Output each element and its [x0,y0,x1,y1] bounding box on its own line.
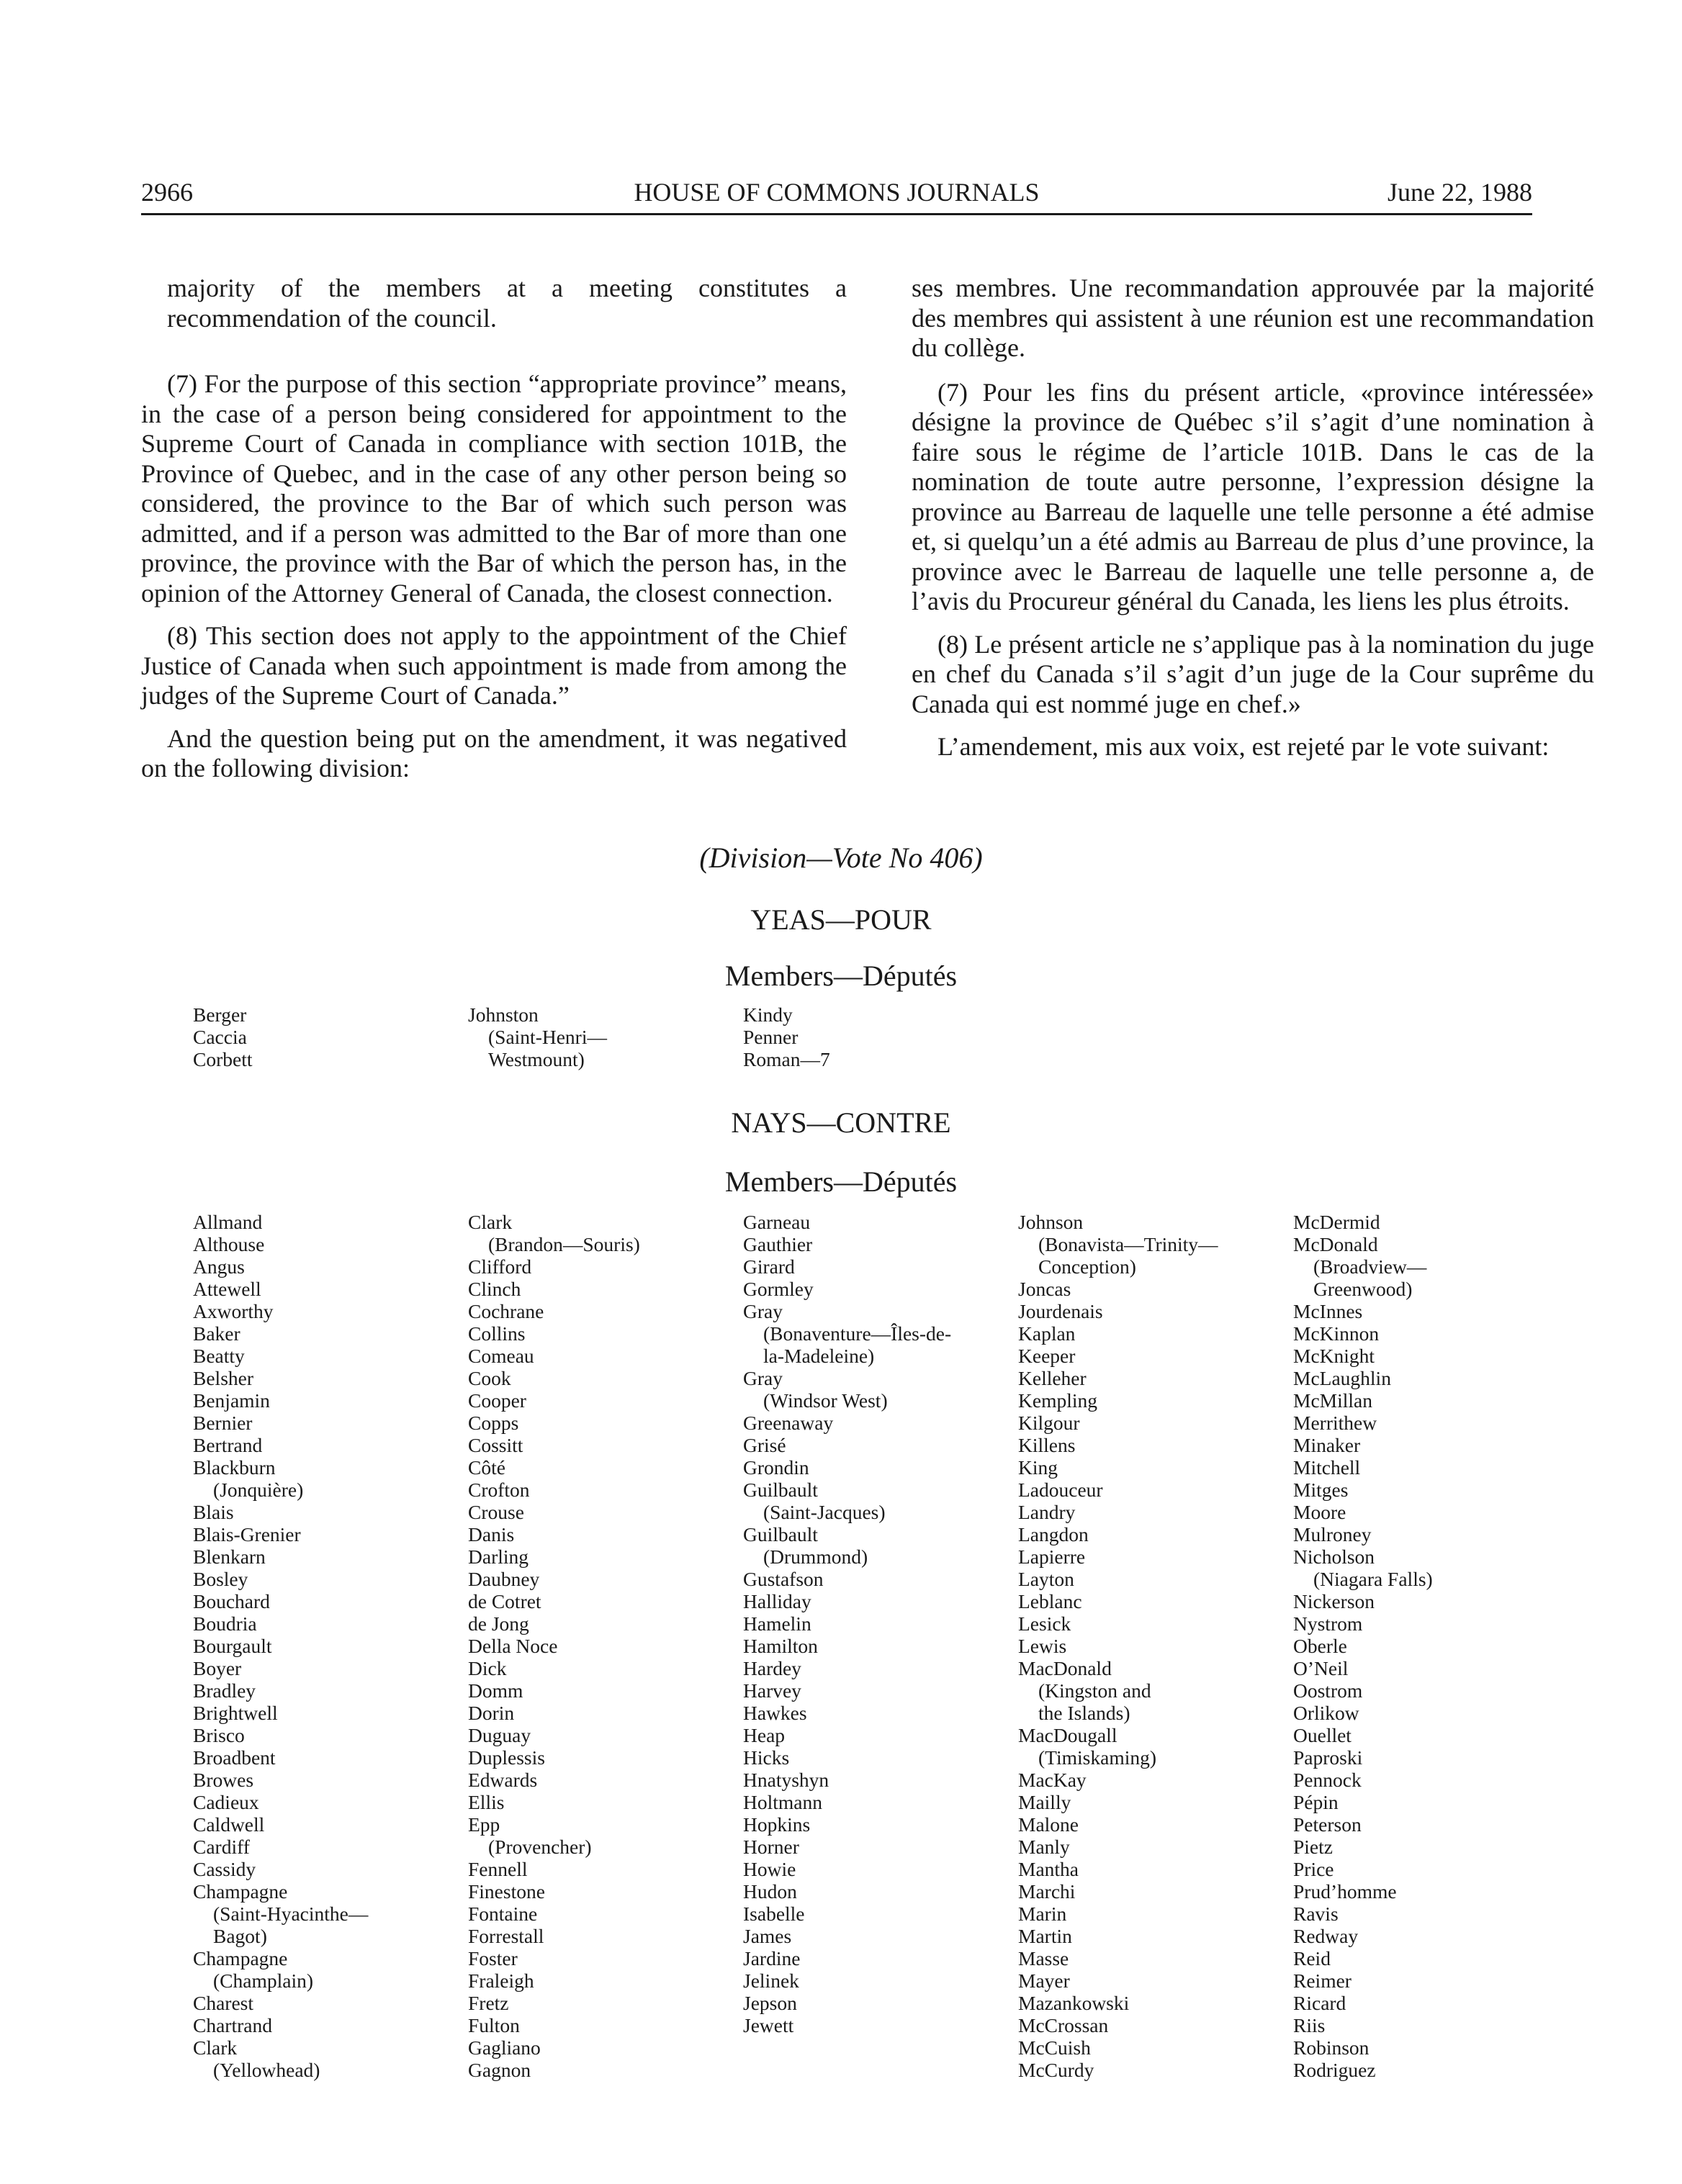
member-name: Epp [468,1813,500,1836]
member-name: Kindy [743,1003,793,1026]
member-name: Lapierre [1018,1546,1086,1568]
member-name: (Champlain) [213,1969,313,1992]
member-name: Danis [468,1523,515,1546]
english-paragraph-1: majority of the members at a meeting constitutes a recommendation of the council. [167,274,847,333]
member-name: Blais [193,1501,234,1523]
member-name: Gustafson [743,1568,824,1590]
member-name: Axworthy [193,1300,274,1322]
member-name: Ravis [1293,1903,1339,1925]
member-name: Bertrand [193,1434,263,1456]
member-name: Gray [743,1300,783,1322]
member-name: Chartrand [193,2014,272,2036]
french-paragraph-1: ses membres. Une recommandation approuvée par la majorité des membres qui assistent à une réunion est une recommandation du collège. [912,274,1594,362]
member-name: Brightwell [193,1702,278,1724]
member-name: Mailly [1018,1791,1071,1813]
french-paragraph-2: (7) Pour les fins du présent article, «province intéressée» désigne la province de Québec s’il s’agit d’une nomination à faire sous le régime de l’article 101B. Dans le cas de la nomination de toute autre personne, l’expression désigne la province au Barreau de laquelle une telle personne a été admise et, si quelqu’un a été admis au Barreau de plus d’une province, la province avec le Barreau de laquelle une telle personne a, de l’avis du Procureur général du Canada, les liens les plus étroits. [912,377,1594,615]
member-name: Reimer [1293,1969,1352,1992]
member-name: Isabelle [743,1903,805,1925]
member-name: Langdon [1018,1523,1089,1546]
member-name: MacDonald [1018,1657,1112,1679]
member-name: MacDougall [1018,1724,1117,1746]
member-name: Hicks [743,1746,790,1769]
member-name: Clinch [468,1278,521,1300]
member-name: Prud’homme [1293,1880,1397,1903]
member-name: Jepson [743,1992,797,2014]
member-name: Marchi [1018,1880,1076,1903]
member-name: Guilbault [743,1523,818,1546]
member-name: Moore [1293,1501,1346,1523]
member-name: Caldwell [193,1813,265,1836]
member-name: Mitges [1293,1479,1349,1501]
member-name: (Kingston and [1038,1679,1151,1702]
member-name: Price [1293,1858,1334,1880]
member-name: Fulton [468,2014,520,2036]
member-name: Ricard [1293,1992,1346,2014]
member-name: Jourdenais [1018,1300,1103,1322]
member-name: Nicholson [1293,1546,1375,1568]
member-name: Cossitt [468,1434,523,1456]
member-name: Cook [468,1367,511,1389]
member-name: Blackburn [193,1456,276,1479]
nays-column-5 [1293,1211,1433,2081]
member-name: Mitchell [1293,1456,1361,1479]
member-name: Gauthier [743,1233,813,1255]
member-name: Charest [193,1992,254,2014]
member-name: Boudria [193,1612,257,1635]
member-name: Peterson [1293,1813,1362,1836]
member-name: de Cotret [468,1590,541,1612]
french-column [912,274,1594,775]
member-name: Paproski [1293,1746,1363,1769]
member-name: (Saint-Jacques) [763,1501,886,1523]
member-name: Conception) [1038,1255,1136,1278]
member-name: Attewell [193,1278,261,1300]
member-name: Hawkes [743,1702,807,1724]
member-name: Robinson [1293,2036,1370,2059]
member-name: Ouellet [1293,1724,1352,1746]
member-name: Halliday [743,1590,811,1612]
member-name: Blais-Grenier [193,1523,301,1546]
member-name: Heap [743,1724,786,1746]
member-name: Malone [1018,1813,1079,1836]
member-name: Lesick [1018,1612,1071,1635]
member-name: Gagnon [468,2059,531,2081]
member-name: Penner [743,1026,799,1048]
member-name: Howie [743,1858,796,1880]
member-name: Joncas [1018,1278,1071,1300]
member-name: la-Madeleine) [763,1345,875,1367]
member-name: Pennock [1293,1769,1362,1791]
member-name: Cooper [468,1389,526,1412]
member-name: (Jonquière) [213,1479,304,1501]
french-paragraph-3: (8) Le présent article ne s’applique pas à la nomination du juge en chef du Canada s’il s’agit d’un juge de la Cour suprême du Canada qui est nommé juge en chef.» [912,629,1594,718]
member-name: Forrestall [468,1925,544,1947]
member-name: Althouse [193,1233,265,1255]
member-name: McMillan [1293,1389,1372,1412]
member-name: Copps [468,1412,519,1434]
french-paragraph-4: L’amendement, mis aux voix, est rejeté par le vote suivant: [937,732,1550,761]
member-name: Mazankowski [1018,1992,1130,2014]
member-name: James [743,1925,792,1947]
member-name: (Bonavista—Trinity— [1038,1233,1218,1255]
member-name: King [1018,1456,1058,1479]
member-name: Caccia [193,1026,247,1048]
member-name: Harvey [743,1679,801,1702]
member-name: Guilbault [743,1479,818,1501]
member-name: Clark [468,1211,513,1233]
nays-column-4 [1018,1211,1218,2081]
member-name: Kempling [1018,1389,1097,1412]
member-name: (Windsor West) [763,1389,888,1412]
member-name: Dick [468,1657,507,1679]
member-name: McDermid [1293,1211,1380,1233]
member-name: Côté [468,1456,505,1479]
member-name: McKnight [1293,1345,1375,1367]
member-name: Domm [468,1679,523,1702]
member-name: Bradley [193,1679,256,1702]
member-name: McCuish [1018,2036,1091,2059]
member-name: (Broadview— [1313,1255,1427,1278]
member-name: Grondin [743,1456,809,1479]
member-name: Cadieux [193,1791,259,1813]
member-name: Bagot) [213,1925,267,1947]
member-name: Boyer [193,1657,242,1679]
member-name: Fennell [468,1858,528,1880]
member-name: Blenkarn [193,1546,266,1568]
member-name: Beatty [193,1345,245,1367]
member-name: Allmand [193,1211,263,1233]
nays-column-1 [193,1211,368,2081]
nays-column-3 [743,1211,951,2036]
member-name: Jewett [743,2014,794,2036]
member-name: Roman—7 [743,1048,830,1070]
member-name: Pépin [1293,1791,1339,1813]
member-name: (Drummond) [763,1546,868,1568]
member-name: Hardey [743,1657,801,1679]
division-title: (Division—Vote No 406) [699,841,983,874]
member-name: Rodriguez [1293,2059,1376,2081]
member-name: Hnatyshyn [743,1769,829,1791]
member-name: (Niagara Falls) [1313,1568,1433,1590]
member-name: Redway [1293,1925,1359,1947]
member-name: Layton [1018,1568,1074,1590]
yeas-column-2 [468,1003,607,1070]
page-number: 2966 [141,178,193,207]
member-name: Finestone [468,1880,545,1903]
member-name: Mantha [1018,1858,1079,1880]
member-name: Killens [1018,1434,1076,1456]
member-name: Gagliano [468,2036,541,2059]
member-name: Clark [193,2036,238,2059]
member-name: Nystrom [1293,1612,1363,1635]
member-name: Westmount) [488,1048,585,1070]
member-name: de Jong [468,1612,529,1635]
member-name: Bourgault [193,1635,272,1657]
member-name: Bernier [193,1412,253,1434]
member-name: Greenaway [743,1412,834,1434]
member-name: Hamilton [743,1635,818,1657]
member-name: Horner [743,1836,799,1858]
member-name: Holtmann [743,1791,822,1813]
member-name: Corbett [193,1048,253,1070]
member-name: Hopkins [743,1813,811,1836]
page-header [141,173,1532,215]
member-name: McCurdy [1018,2059,1094,2081]
member-name: Comeau [468,1345,534,1367]
member-name: Lewis [1018,1635,1067,1657]
member-name: Jelinek [743,1969,799,1992]
member-name: McKinnon [1293,1322,1380,1345]
member-name: Riis [1293,2014,1326,2036]
member-name: McDonald [1293,1233,1378,1255]
member-name: Fraleigh [468,1969,534,1992]
member-name: Crofton [468,1479,530,1501]
member-name: Broadbent [193,1746,276,1769]
member-name: Crouse [468,1501,524,1523]
english-paragraph-2: (7) For the purpose of this section “appropriate province” means, in the case of a person being considered for appointment to the Supreme Court of Canada in compliance with section 101B, the Province of Quebec, and in the case of any other person being so considered, the province to the Bar of which such person was admitted, and if a person was admitted to the Bar of more than one province, the province with the Bar of which the person has, in the opinion of the Attorney General of Canada, the closest connection. [141,369,847,608]
member-name: (Saint-Henri— [488,1026,607,1048]
member-name: Cassidy [193,1858,256,1880]
member-name: Belsher [193,1367,254,1389]
nays-heading: NAYS—CONTRE [731,1106,951,1139]
member-name: Marin [1018,1903,1067,1925]
member-name: Greenwood) [1313,1278,1413,1300]
member-name: Collins [468,1322,526,1345]
member-name: (Brandon—Souris) [488,1233,640,1255]
nays-column-2 [468,1211,640,2081]
member-name: Johnston [468,1003,539,1026]
journal-date: June 22, 1988 [1388,178,1532,207]
member-name: Ellis [468,1791,505,1813]
member-name: Champagne [193,1880,288,1903]
member-name: Oostrom [1293,1679,1363,1702]
member-name: Baker [193,1322,240,1345]
member-name: Kilgour [1018,1412,1080,1434]
member-name: Duguay [468,1724,531,1746]
member-name: Browes [193,1769,254,1791]
member-name: Masse [1018,1947,1069,1969]
member-name: Fretz [468,1992,509,2014]
member-name: Bosley [193,1568,248,1590]
member-name: Jardine [743,1947,801,1969]
member-name: Hudon [743,1880,797,1903]
member-name: Martin [1018,1925,1072,1947]
member-name: Johnson [1018,1211,1084,1233]
english-paragraph-4: And the question being put on the amendment, it was negatived on the following division: [141,723,847,782]
member-name: Kaplan [1018,1322,1076,1345]
english-column [141,274,847,797]
member-name: (Provencher) [488,1836,592,1858]
member-name: Girard [743,1255,795,1278]
member-name: Mayer [1018,1969,1070,1992]
member-name: O’Neil [1293,1657,1349,1679]
member-name: McCrossan [1018,2014,1109,2036]
member-name: Fontaine [468,1903,538,1925]
member-name: (Yellowhead) [213,2059,320,2081]
member-name: Merrithew [1293,1412,1377,1434]
member-name: Kelleher [1018,1367,1087,1389]
member-name: Cochrane [468,1300,544,1322]
member-name: Angus [193,1255,245,1278]
member-name: Foster [468,1947,518,1969]
english-paragraph-3: (8) This section does not apply to the appointment of the Chief Justice of Canada when such appointment is made from among the judges of the Supreme Court of Canada.” [141,621,847,710]
yeas-heading: YEAS—POUR [750,903,932,936]
member-name: Champagne [193,1947,288,1969]
member-name: Cardiff [193,1836,250,1858]
member-name: (Timiskaming) [1038,1746,1157,1769]
member-name: Berger [193,1003,247,1026]
yeas-column-3 [743,1003,830,1070]
member-name: Dorin [468,1702,515,1724]
member-name: Daubney [468,1568,540,1590]
member-name: Oberle [1293,1635,1347,1657]
member-name: Pietz [1293,1836,1333,1858]
journal-title: HOUSE OF COMMONS JOURNALS [634,178,1040,207]
member-name: Mulroney [1293,1523,1372,1546]
member-name: Landry [1018,1501,1076,1523]
member-name: Manly [1018,1836,1070,1858]
member-name: Gray [743,1367,783,1389]
nays-members-heading: Members—Députés [724,1165,958,1198]
member-name: Ladouceur [1018,1479,1103,1501]
member-name: MacKay [1018,1769,1087,1791]
member-name: McLaughlin [1293,1367,1391,1389]
yeas-column-1 [193,1003,253,1070]
member-name: (Saint-Hyacinthe— [213,1903,369,1925]
member-name: McInnes [1293,1300,1363,1322]
member-name: Leblanc [1018,1590,1082,1612]
member-name: Gormley [743,1278,814,1300]
member-name: the Islands) [1038,1702,1130,1724]
member-name: Garneau [743,1211,811,1233]
member-name: Keeper [1018,1345,1076,1367]
member-name: Hamelin [743,1612,811,1635]
member-name: Benjamin [193,1389,270,1412]
member-name: Reid [1293,1947,1331,1969]
member-name: (Bonaventure—Îles-de- [763,1322,952,1345]
member-name: Edwards [468,1769,538,1791]
member-name: Orlikow [1293,1702,1359,1724]
member-name: Darling [468,1546,529,1568]
member-name: Della Noce [468,1635,558,1657]
member-name: Nickerson [1293,1590,1375,1612]
member-name: Bouchard [193,1590,270,1612]
member-name: Clifford [468,1255,532,1278]
member-name: Minaker [1293,1434,1361,1456]
yeas-members-heading: Members—Députés [724,960,958,992]
member-name: Grisé [743,1434,786,1456]
member-name: Brisco [193,1724,245,1746]
member-name: Duplessis [468,1746,545,1769]
